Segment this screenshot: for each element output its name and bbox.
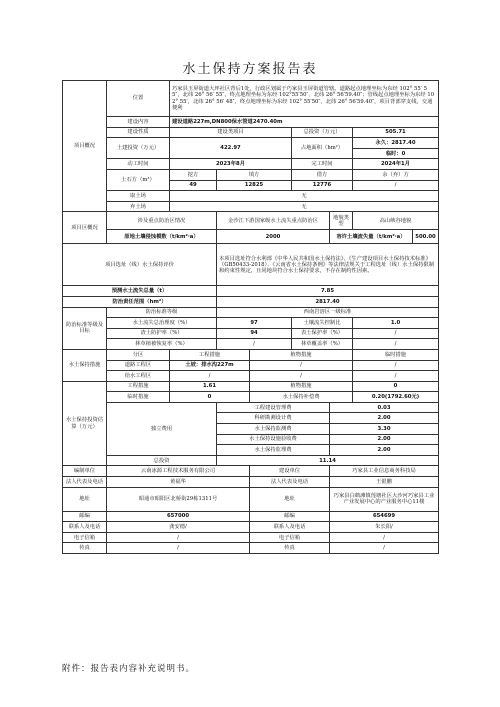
target-label: 水土流失总治理度（%） [107,318,217,329]
address-right: 巧家县白鹤滩镇莲塘社区大沙河巧家县工业产业发展中心的产业服务中心11楼 [330,487,439,511]
invest-plant-label: 植物措施 [250,381,353,392]
legal-rep-label-right: 法人代表及电话 [250,477,330,488]
target-label: 林草覆盖率（%） [292,339,353,350]
builder-label: 建设单位 [250,466,330,477]
contact-left: 龚安德/ [107,522,250,533]
measures-zone: 道路工程区 [107,360,170,371]
content-text: 建设道路227m,DN800保水管道2470.40m [170,117,439,128]
invest-total-label: 总投资 [107,455,217,466]
borrow-site-label: 取土场 [107,191,170,202]
independent-item-label: 水土保持设施验收费 [217,434,330,445]
earth-header-cut: 挖方 [170,169,217,180]
legal-rep-left: 黄福华 [107,477,250,488]
report-form-table [62,80,439,554]
measures-header: 分区 [107,349,170,360]
overview-group-label: 项目概况 [63,81,107,212]
independent-item-label: 工程建设管理费 [217,402,330,413]
total-invest-label: 总投资（万元） [292,127,353,138]
independent-item-label: 水土保持监测费 [217,424,330,435]
end-value: 2024年1月 [353,159,439,170]
measures-header: 临时措施 [353,349,439,360]
email-right: / [330,532,439,543]
landform-value: 高山峡谷地貌 [353,212,439,230]
key-area-label: 涉及重点防治区情况 [107,212,217,230]
nature-value: 建设类项目 [170,127,292,138]
start-label: 动工时间 [107,159,170,170]
earth-header-borrow: 借方 [292,169,353,180]
start-value: 2023年8月 [170,159,292,170]
civil-invest-value: 422.97 [170,138,292,159]
region-group-label: 项目区概况 [63,212,107,244]
address-label: 地址 [63,487,107,511]
email-label: 电子信箱 [63,532,107,543]
predicted-loss-label: 预测水土流失总量（t） [63,286,217,297]
invest-compensation-label: 水土保持补偿费 [250,392,353,403]
civil-invest-label: 土建投资（万元） [107,138,170,159]
zip-right: 654699 [330,511,439,522]
allowable-loss-label: 容许土壤流失量（t/km²·a） [330,230,413,244]
invest-compensation-value: 0.20(1792.60元) [353,392,439,403]
legal-rep-label: 法人代表及电话 [63,477,107,488]
target-value: / [217,339,292,350]
area-permanent: 永久：2817.40 [353,138,439,149]
content-label: 建设内容 [107,117,170,128]
background-erosion-label: 原地土壤侵蚀模数（t/km²·a） [107,230,217,244]
background-erosion-value: 2000 [217,230,330,244]
email-label-right: 电子信箱 [250,532,330,543]
attachment-note: 附件：报告表内容补充说明书。 [62,664,196,674]
measures-engineering: 土坡：排水沟227m [170,360,250,371]
independent-item-value: 3.30 [330,424,439,435]
nature-label: 建设性质 [107,127,170,138]
independent-item-label: 科研勘测设计费 [217,413,330,424]
target-value: 1.0 [353,318,439,329]
responsibility-range-value: 2817.40 [217,296,439,307]
measures-engineering: / [170,371,250,382]
area-label: 占地面积（hm²） [292,138,353,159]
measures-plant: / [250,360,353,371]
measures-header: 植物措施 [250,349,353,360]
independent-item-value: 2.00 [330,434,439,445]
fax-label: 传真 [63,543,107,554]
measures-temporary: / [353,360,439,371]
prep-unit-label: 编制单位 [63,466,107,477]
evaluation-text: 本项目选址符合水利部《中华人民共和国水土保持法》、《生产建设项目水土保持技术标准》（GB50433-2018）、《云南省水土保持条例》等法律法规关于工程选址（线）水土保持限制和约束性规定，且同地块符合水土保持要求，不存在制约性因素。 [217,244,439,286]
independent-item-label: 水土保持监理费 [217,445,330,456]
prep-unit-value: 云南冰源工程技术服务有限公司 [107,466,250,477]
spoil-site-label: 弃土场 [107,201,170,212]
independent-item-value: 2.00 [330,413,439,424]
measures-zone: 给水工程区 [107,371,170,382]
standard-group-label: 防治标准等级及目标 [63,307,107,349]
area-temporary: 临时：0 [353,148,439,159]
zip-label: 邮编 [63,511,107,522]
measures-plant: / [250,371,353,382]
target-label: 土壤流失控制比 [292,318,353,329]
fax-label-right: 传真 [250,543,330,554]
invest-plant-value: 0 [353,381,439,392]
earth-header-fill: 填方 [217,169,292,180]
earth-value-spoil: / [353,180,439,191]
zip-left: 657000 [107,511,250,522]
standard-grade-value: 西南岩溶区一级标准 [217,307,439,318]
location-text: 巧家县玉屏街道大坪社区背后1处，行政区划属于巧家县玉屏街道管辖。道路起点地理坐标为东经 102° 55′ 55″，北纬 26° 56′ 55″，终点地理坐标为东经 102°55′50″，北纬 26° 56′59.40″；管线起点地理坐标为东经 102° 55′，北纬 26° 56′ 48″，终点地理坐标为东经 102° 55′50″，北纬 26° 56′59.40″，项目背部穿支线，交通便利 [170,81,439,117]
responsibility-range-label: 防治责任范围（hm²） [63,296,217,307]
target-label: 林草植被恢复率（%） [107,339,217,350]
independent-item-value: 2.00 [330,445,439,456]
address-label-right: 地址 [250,487,330,511]
invest-total-value: 11.14 [217,455,439,466]
builder-value: 巧家县工业信息商务科技局 [330,466,439,477]
standard-grade-label: 防治标准等级 [107,307,217,318]
target-value: / [353,339,439,350]
contact-label: 联系人及电话 [63,522,107,533]
invest-temporary-label: 临时措施 [107,392,170,403]
location-label: 位置 [107,81,170,117]
fax-right: / [330,543,439,554]
legal-rep-right: 王银鹏 [330,477,439,488]
earth-value-fill: 12825 [217,180,292,191]
measures-temporary: / [353,371,439,382]
invest-engineering-value: 1.61 [170,381,250,392]
target-label: 表土保护率（%） [292,328,353,339]
end-label: 完工时间 [292,159,353,170]
earth-header-spoil: 余（弃）方 [353,169,439,180]
contact-right: 朱长阳/ [330,522,439,533]
email-left: / [107,532,250,543]
borrow-site-value: 无 [170,191,439,202]
page-title: 水土保持方案报告表 [182,62,318,77]
earth-label: 土石方（m³） [107,169,170,190]
invest-group-label: 水土保持投资估算（万元） [63,381,107,466]
measures-header: 工程措施 [170,349,250,360]
predicted-loss-value: 7.85 [217,286,439,297]
target-label: 渣土防护率（%） [107,328,217,339]
invest-temporary-value: 0 [170,392,250,403]
fax-left: / [107,543,250,554]
zip-label-right: 邮编 [250,511,330,522]
invest-engineering-label: 工程措施 [107,381,170,392]
independent-item-value: 0.03 [330,402,439,413]
target-value: / [353,328,439,339]
key-area-value: 金沙江下游国家级水土流失重点防治区 [217,212,330,230]
total-invest-value: 505.71 [353,127,439,138]
target-value: 94 [217,328,292,339]
allowable-loss-value: 500.00 [413,230,439,244]
target-value: 97 [217,318,292,329]
earth-value-borrow: 12776 [292,180,353,191]
earth-value-cut: 49 [170,180,217,191]
address-left: 昭通市昭阳区北桥街29栋1311号 [107,487,250,511]
invest-independent-label: 独立费用 [107,402,217,455]
measures-group-label: 水土保持措施 [63,349,107,381]
evaluation-label: 项目选址（线）水土保持评价 [63,244,217,286]
contact-label-right: 联系人及电话 [250,522,330,533]
spoil-site-value: 无 [170,201,439,212]
landform-label: 地貌类型 [330,212,353,230]
